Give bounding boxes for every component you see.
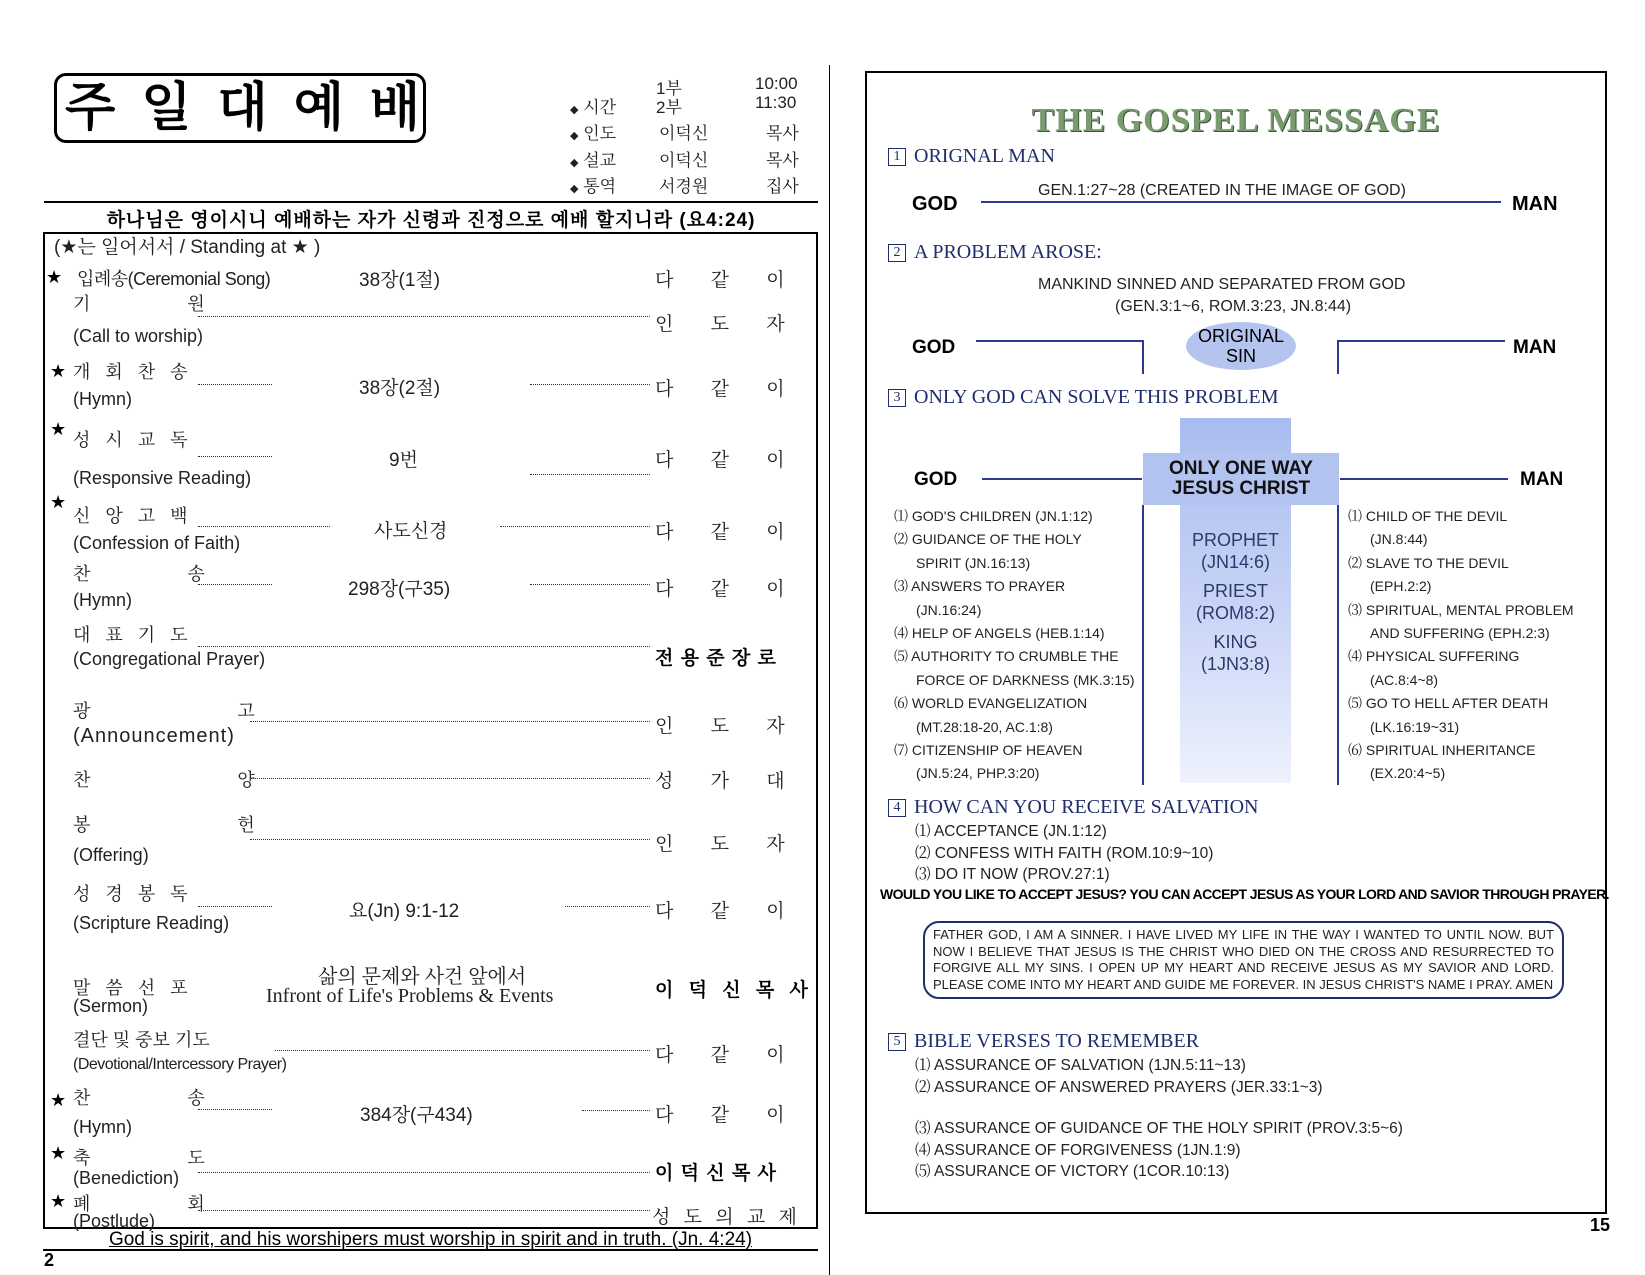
leader-dots (198, 526, 330, 527)
original-sin-line: SIN (1225, 346, 1256, 366)
original-sin-line: ORIGINAL (1197, 326, 1285, 346)
order-item-middle: 298장(구35) (348, 579, 451, 600)
page-number-left: 2 (44, 1250, 55, 1270)
footer-verse: God is spirit, and his worshipers must worship in spirit and in truth. (Jn. 4:24) (43, 1229, 818, 1251)
order-item-ko: 말 씀 선 포 (73, 978, 189, 998)
order-item-ko: 개 회 찬 송 (73, 362, 189, 382)
order-item-ko: 결단 및 중보 기도 (73, 1030, 210, 1050)
salvation-steps: ⑴ ACCEPTANCE (JN.1:12) ⑵ CONFESS WITH FAITH (ROM.10:9~10) ⑶ DO IT NOW (PROV.27:1) (915, 823, 1214, 883)
leader-dots (198, 1109, 272, 1110)
man-line (1340, 478, 1508, 480)
s2-text-1: MANKIND SINNED AND SEPARATED FROM GOD (1038, 276, 1406, 293)
star-icon: ★ (50, 361, 67, 381)
service-time-2: 11:30 (755, 93, 797, 112)
info-time: ◆ 시간 (570, 98, 617, 117)
order-item-right: 성 가 대 (655, 771, 785, 792)
info-interpret-title: 집사 (766, 177, 799, 196)
man-label: MAN (1520, 469, 1564, 490)
order-item-ko: 성 시 교 독 (73, 430, 189, 450)
cross-divider-right (1337, 505, 1339, 785)
star-icon: ★ (50, 1143, 67, 1163)
order-item-ko: 성 경 봉 독 (73, 884, 189, 904)
leader-dots (582, 1110, 650, 1111)
order-item-ko: 축 도 (73, 1148, 206, 1168)
section-5-heading: 5 BIBLE VERSES TO REMEMBER (888, 1030, 1199, 1053)
order-item-right: 이 덕 신 목 사 (655, 1163, 778, 1184)
info-interpret-name: 서경원 (659, 177, 709, 196)
order-item-ko: 신 앙 고 백 (73, 506, 189, 526)
order-item-ko: 찬 송 (73, 1088, 206, 1108)
order-item-right: 다 같 이 (655, 270, 785, 291)
cross-divider-left (1142, 505, 1144, 785)
leader-dots (198, 646, 650, 647)
order-item-right: 다 같 이 (655, 1045, 785, 1066)
god-line (982, 478, 1142, 480)
order-item-right: 인 도 자 (655, 314, 785, 335)
star-icon: ★ (50, 492, 67, 512)
order-item-en: (Confession of Faith) (73, 533, 241, 553)
leader-dots (198, 456, 272, 457)
god-label: GOD (912, 193, 958, 215)
standing-note: (★는 일어서서 / Standing at ★ ) (54, 237, 321, 258)
page-number-right: 15 (1590, 1215, 1611, 1235)
order-item-en: (Offering) (73, 845, 149, 865)
order-item-right: 다 같 이 (655, 450, 785, 471)
order-item-middle: 사도신경 (374, 521, 448, 542)
sermon-title-en: Infront of Life's Problems & Events (266, 985, 554, 1007)
order-item-right: 다 같 이 (655, 1105, 785, 1126)
order-item-right: 다 같 이 (655, 579, 785, 600)
order-item-right: 전 용 준 장 로 (655, 648, 778, 669)
leader-dots (500, 526, 650, 527)
bulletin-title: 주일대예배 (54, 73, 426, 143)
info-sermon: ◆ 설교 (570, 151, 617, 170)
order-item-en: (Postlude) (73, 1211, 156, 1231)
service-time-1: 10:00 (755, 74, 798, 93)
order-item-ko: 기 원 (73, 294, 206, 314)
separation-line-right (1337, 340, 1505, 374)
man-label: MAN (1513, 337, 1557, 358)
order-item-en: (Hymn) (73, 1117, 132, 1137)
order-item-right: 다 같 이 (655, 901, 785, 922)
leader-dots (275, 1050, 650, 1051)
prayer-box: FATHER GOD, I AM A SINNER. I HAVE LIVED MY LIFE IN THE WAY I WANTED TO UNTIL NOW. BUT NOW I BELIEVE THAT JESUS IS THE CHRIST WHO DIED ON THE CROSS AND RESURRECTED TO FORGIVE ALL MY SINS. I OPEN UP MY HEART AND RECEIVE JESUS AS MY SAVIOR AND LORD. PLEASE COME INTO MY HEART AND GUIDE ME FOREVER. IN JESUS CHRIST'S NAME I PRAY. AMEN (923, 921, 1564, 999)
page-divider (829, 65, 830, 1275)
christ-offices: PROPHET (JN14:6) PRIEST (ROM8:2) KING (1JN3:8) (1191, 530, 1279, 674)
leader-dots (530, 384, 650, 385)
order-item-en: (Call to worship) (73, 326, 204, 346)
star-icon: ★ (50, 1191, 67, 1211)
section-2-heading: 2 A PROBLEM AROSE: (888, 241, 1102, 264)
leader-dots (198, 906, 272, 907)
leader-dots (198, 1210, 650, 1211)
order-item-en: (Sermon) (73, 996, 149, 1016)
star-icon: ★ (50, 1090, 67, 1110)
only-one-way-label: ONLY ONE WAY JESUS CHRIST (1169, 458, 1313, 499)
leader-dots (250, 839, 650, 840)
leader-dots (565, 906, 650, 907)
service-part-2: 2부 (656, 98, 682, 117)
s2-text-2: (GEN.3:1~6, ROM.3:23, JN.8:44) (1115, 298, 1352, 315)
order-item-en: (Devotional/Intercessory Prayer) (73, 1056, 287, 1073)
order-item-ko: 찬 송 (73, 564, 206, 584)
order-item-right: 인 도 자 (655, 834, 785, 855)
info-leader: ◆ 인도 (570, 124, 617, 143)
section-number: 1 (888, 148, 906, 166)
god-man-line (981, 201, 1501, 203)
motto-rule (44, 201, 818, 203)
order-item-right: 인 도 자 (655, 716, 785, 737)
order-item-right: 이 덕 신 목 사 (655, 980, 810, 1001)
order-item-en: (Announcement) (73, 725, 235, 747)
info-time-label: 시간 (583, 98, 617, 117)
order-item-ko: 대 표 기 도 (73, 625, 189, 645)
s1-line-label: GEN.1:27~28 (CREATED IN THE IMAGE OF GOD) (1038, 182, 1406, 199)
order-item-en: (Hymn) (73, 389, 132, 409)
sermon-title-ko: 삶의 문제와 사건 앞에서 (318, 966, 527, 988)
leader-dots (530, 584, 650, 585)
order-item-right: 다 같 이 (655, 379, 785, 400)
god-label: GOD (914, 469, 958, 490)
order-item-ko: 광 고 (73, 701, 256, 721)
invitation-text: WOULD YOU LIKE TO ACCEPT JESUS? YOU CAN ACCEPT JESUS AS YOUR LORD AND SAVIOR THROUGH PRAYER. (880, 886, 1609, 902)
leader-dots (198, 316, 650, 317)
order-item-middle: 9번 (389, 450, 418, 471)
order-item-right: 다 같 이 (655, 522, 785, 543)
leader-dots (198, 1172, 650, 1173)
order-item-ko: 봉 헌 (73, 815, 256, 835)
info-leader-title: 목사 (766, 124, 799, 143)
info-interpret: ◆ 통역 (570, 177, 617, 196)
separation-line-left (976, 340, 1144, 374)
leader-dots (250, 778, 650, 779)
motto: 하나님은 영이시니 예배하는 자가 신령과 진정으로 예배 할지니라 (요4:24) (106, 210, 756, 231)
order-item-middle: 384장(구434) (360, 1105, 473, 1126)
bible-verses-list: ⑴ ASSURANCE OF SALVATION (1JN.5:11~13) ⑵ ASSURANCE OF ANSWERED PRAYERS (JER.33:1~3) ⑶ ASSURANCE OF GUIDANCE OF THE HOLY SPIRIT (PROV.3:5~6) ⑷ ASSURANCE OF FORGIVENESS (1JN.1:9) ⑸ ASSURANCE OF VICTORY (1COR.10:13) (915, 1057, 1403, 1180)
order-item-ko: 폐 회 (73, 1194, 206, 1214)
info-leader-name: 이덕신 (659, 124, 709, 143)
order-item-right: 성 도 의 교 제 (652, 1207, 802, 1228)
order-item-middle: 38장(2절) (359, 378, 441, 399)
order-item-ko: 찬 양 (73, 770, 256, 790)
order-item-ko: 입례송(Ceremonial Song) (77, 269, 271, 289)
god-side-list: ⑴ GOD'S CHILDREN (JN.1:12) ⑵ GUIDANCE OF THE HOLY SPIRIT (JN.16:13) ⑶ ANSWERS TO PRAYER (JN.16:24) ⑷ HELP OF ANGELS (HEB.1:14) ⑸ AUTHORITY TO CRUMBLE THE FORCE OF DARKNESS (MK.3:15) ⑹ WORLD EVANGELIZATION (MT.28:18-20, AC.1:8) ⑺ CITIZENSHIP OF HEAVEN (JN.5:24, PHP.3:20) (894, 508, 1135, 782)
order-item-en: (Hymn) (73, 590, 132, 610)
star-icon: ★ (46, 267, 63, 287)
star-icon: ★ (50, 419, 67, 439)
section-4-heading: 4 HOW CAN YOU RECEIVE SALVATION (888, 796, 1258, 819)
leader-dots (198, 384, 272, 385)
order-item-middle: 요(Jn) 9:1-12 (349, 901, 460, 922)
leader-dots (250, 721, 650, 722)
gospel-title: THE GOSPEL MESSAGE (1031, 102, 1441, 139)
order-item-en: (Responsive Reading) (73, 468, 252, 488)
leader-dots (530, 474, 650, 475)
order-item-en: (Congregational Prayer) (73, 649, 266, 669)
service-part-1: 1부 (656, 79, 682, 98)
order-item-en: (Scripture Reading) (73, 913, 230, 933)
original-sin-oval (1186, 322, 1296, 370)
info-sermon-name: 이덕신 (659, 151, 709, 170)
leader-dots (198, 584, 272, 585)
section-3-heading: 3 ONLY GOD CAN SOLVE THIS PROBLEM (888, 386, 1279, 409)
info-sermon-title: 목사 (766, 151, 799, 170)
order-item-middle: 38장(1절) (359, 270, 441, 291)
man-side-list: ⑴ CHILD OF THE DEVIL (JN.8:44) ⑵ SLAVE TO THE DEVIL (EPH.2:2) ⑶ SPIRITUAL, MENTAL PROBLEM AND SUFFERING (EPH.2:3) ⑷ PHYSICAL SUFFERING (AC.8:4~8) ⑸ GO TO HELL AFTER DEATH (LK.16:19~31) ⑹ SPIRITUAL INHERITANCE (EX.20:4~5) (1348, 508, 1574, 782)
god-label: GOD (912, 337, 956, 358)
man-label: MAN (1512, 193, 1558, 215)
section-1-heading: 1 ORIGNAL MAN (888, 145, 1055, 168)
order-item-en: (Benediction) (73, 1168, 180, 1188)
